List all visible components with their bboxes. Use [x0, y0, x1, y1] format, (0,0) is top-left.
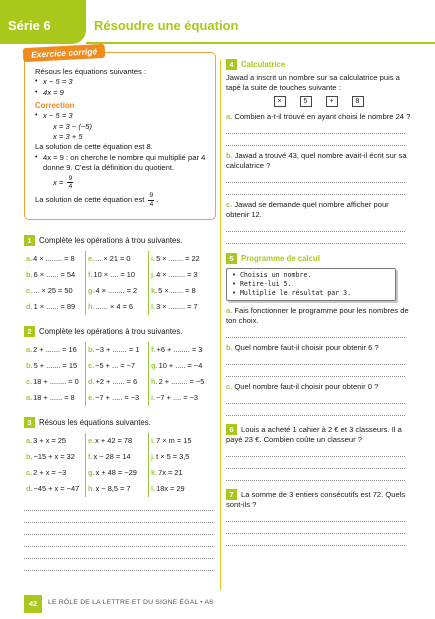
exercise-4-header [226, 58, 411, 70]
answer-line[interactable] [24, 559, 213, 571]
left-column [24, 46, 219, 571]
ex2-item: h.2 + ........ = −5 [151, 377, 205, 386]
page-title: Résoudre une équation [94, 18, 239, 33]
ex1-item: e.... × 21 = 0 [86, 251, 149, 267]
answer-line[interactable] [226, 404, 405, 416]
exercise-1-number: 1 [24, 235, 35, 246]
answer-line[interactable] [226, 392, 405, 404]
exercise-2-instruction: Complète les opérations à trou suivantes. [39, 326, 183, 336]
exercise-3-grid [24, 433, 219, 497]
ex3-item: f.x − 28 = 14 [86, 449, 149, 465]
ex1-item: j.4 × ........ = 3 [151, 270, 198, 279]
solution-step-1: • x − 5 = 3 [35, 111, 207, 121]
ex2-item: i.−7 + .... = −3 [151, 393, 199, 402]
solution-step-2: x = 3 − (−5) [53, 121, 93, 131]
ex3-item: b.−15 + x = 32 [24, 449, 86, 465]
ex2-item: a.2 + ....... = 16 [24, 342, 86, 358]
solution-explanation-2: • 4x = 9 : on cherche le nombre qui multiplié par 4 donne 9. C'est la définition du quotient. [35, 153, 207, 174]
ex1-item: a.4 × ........ = 8 [24, 251, 86, 267]
ex2-item: g.10 + ..... = −4 [151, 361, 203, 370]
exercise-1-header [24, 234, 219, 246]
ex1-item: i.5 × ....... = 22 [151, 254, 200, 263]
exercise-5-title: Programme de calcul [241, 253, 320, 263]
ex1-item: g.4 × ........ = 2 [86, 283, 149, 299]
answer-line[interactable] [226, 353, 405, 365]
answer-line[interactable] [226, 220, 405, 232]
key-plus: + [326, 96, 338, 107]
answer-line[interactable] [226, 457, 405, 469]
worked-example-box [24, 46, 216, 220]
exercise-4-question-b: b. Jawad a trouvé 43, quel nombre avait-il écrit sur sa calculatrice ? [226, 151, 407, 170]
ex1-item: b.6 × ...... = 54 [24, 267, 86, 283]
ex2-item: d.+2 + ...... = 6 [86, 374, 149, 390]
exercise-7-number: 7 [226, 489, 237, 500]
ex3-item: e.x + 42 = 78 [86, 433, 149, 449]
exercise-7 [226, 489, 411, 510]
page-header [0, 0, 435, 44]
ex1-item: k.5 × ...... = 8 [151, 286, 196, 295]
key-8: 8 [352, 96, 364, 107]
ex3-item: a.3 + x = 25 [24, 433, 86, 449]
ex3-item: k.7x = 21 [151, 468, 183, 477]
answer-line[interactable] [226, 522, 405, 534]
quotient-result: x = $\frac{9}{4}$ [53, 174, 73, 191]
exercise-5-header [226, 252, 411, 264]
ex1-item: h....... × 4 = 6 [86, 299, 149, 315]
ex3-item: d.−45 + x = −47 [24, 481, 86, 497]
column-divider [220, 60, 221, 590]
exercise-6-text: Louis a acheté 1 cahier à 2 € et 3 classeurs. Il a payé 23 €. Combien coûte un classeur ? [226, 425, 402, 444]
answer-line[interactable] [226, 365, 405, 377]
answer-line[interactable] [24, 523, 213, 535]
answer-line[interactable] [226, 326, 405, 338]
ex1-item: l.3 × ........ = 7 [151, 302, 198, 311]
exercise-2-grid [24, 342, 219, 406]
answer-line[interactable] [24, 535, 213, 547]
exercise-2-number: 2 [24, 326, 35, 337]
exercise-6-number: 6 [226, 424, 237, 435]
ex3-item: g.x + 48 = −29 [86, 465, 149, 481]
answer-line[interactable] [24, 499, 213, 511]
exercise-4-title: Calculatrice [241, 59, 286, 69]
exercise-5-number: 5 [226, 253, 237, 264]
ex2-item: c.18 + ........ = 0 [24, 374, 86, 390]
ex3-item: h.x − 8,5 = 7 [86, 481, 149, 497]
answer-line[interactable] [226, 171, 405, 183]
ex3-item: j.t × 5 = 3,5 [151, 452, 190, 461]
exercise-3-answer-lines [24, 499, 219, 571]
ex1-item: c.... × 25 = 50 [24, 283, 86, 299]
ex3-item: i.7 × m = 15 [151, 436, 192, 445]
ex1-item: d.1 × ...... = 89 [24, 299, 86, 315]
fraction-9-4: $\frac{9}{4}$ [68, 174, 73, 191]
exercise-4-question-a: a. Combien a-t-il trouvé en ayant choisi le nombre 24 ? [226, 112, 411, 121]
exercise-4-question-c: c. Jawad se demande quel nombre afficher pour obtenir 12. [226, 200, 389, 219]
answer-line[interactable] [24, 547, 213, 559]
program-step-2: • Retire-lui 5. [232, 280, 292, 288]
worked-example-intro: Résous les équations suivantes : [35, 67, 147, 76]
worked-example-tag: Exercice corrigé [23, 44, 106, 62]
answer-line[interactable] [226, 122, 405, 134]
ex2-item: c.−5 + ... = −7 [86, 358, 149, 374]
answer-line[interactable] [226, 183, 405, 195]
exercise-4-intro: Jawad a inscrit un nombre sur sa calculatrice puis a tapé la suite de touches suivante : [226, 73, 400, 92]
solution-2: La solution de cette équation est $\frac{9}{4}$ . [35, 192, 159, 208]
ex3-item: c.2 + x = −3 [24, 465, 86, 481]
header-rule [86, 42, 435, 44]
ex2-item: e.−7 + ..... = −3 [86, 390, 149, 406]
page-number: 42 [24, 595, 42, 613]
correction-label: Correction [35, 101, 75, 111]
exercise-5-question-c: c. Quel nombre faut-il choisir pour obtenir 0 ? [226, 382, 379, 391]
fraction-9-4-answer: $\frac{9}{4}$ [149, 192, 154, 208]
calculation-program-box [226, 268, 396, 301]
equation-2: • 4x = 9 [35, 88, 207, 98]
solution-step-3: x = 3 + 5 [53, 132, 83, 142]
solution-1: La solution de cette équation est 8. [35, 142, 153, 152]
calculator-keys [226, 96, 411, 107]
answer-line[interactable] [226, 534, 405, 546]
equation-1: • x − 5 = 3 [35, 77, 207, 87]
program-step-3: • Multiplie le résultat par 3. [232, 289, 352, 297]
footer-chapter: LE RÔLE DE LA LETTRE ET DU SIGNE ÉGAL • A6 [48, 599, 214, 606]
answer-line[interactable] [226, 469, 405, 481]
exercise-1-grid [24, 251, 219, 315]
ex2-item: a.18 + ...... = 8 [24, 390, 86, 406]
exercise-6 [226, 424, 411, 445]
ex2-item: b.−3 + ....... = 1 [86, 342, 149, 358]
answer-line[interactable] [226, 134, 405, 146]
key-times: × [274, 96, 286, 107]
exercise-5-question-a: a. Fais fonctionner le programme pour les nombres de ton choix. [226, 306, 409, 325]
answer-line[interactable] [226, 510, 405, 522]
answer-line[interactable] [226, 232, 405, 244]
series-label: Série 6 [8, 18, 51, 33]
ex2-item: b.5 + ....... = 15 [24, 358, 86, 374]
program-step-1: • Choisis un nombre. [232, 271, 312, 279]
ex3-item: l.18x = 29 [151, 484, 185, 493]
ex1-item: f.10 × .... = 10 [86, 267, 149, 283]
ex2-item: f.+6 + ........ = 3 [151, 345, 203, 354]
exercise-4-number: 4 [226, 59, 237, 70]
answer-line[interactable] [226, 445, 405, 457]
exercise-3-instruction: Résous les équations suivantes. [39, 417, 151, 427]
exercise-1-instruction: Complète les opérations à trou suivantes. [39, 235, 183, 245]
exercise-7-text: La somme de 3 entiers consécutifs est 72. Quels sont-ils ? [226, 490, 406, 509]
answer-line[interactable] [24, 511, 213, 523]
key-5: 5 [300, 96, 312, 107]
exercise-2-header [24, 325, 219, 337]
right-column [226, 58, 411, 546]
page-footer [0, 595, 435, 619]
exercise-3-header [24, 416, 219, 428]
exercise-3-number: 3 [24, 417, 35, 428]
exercise-5-question-b: b. Quel nombre faut-il choisir pour obtenir 6 ? [226, 343, 379, 352]
